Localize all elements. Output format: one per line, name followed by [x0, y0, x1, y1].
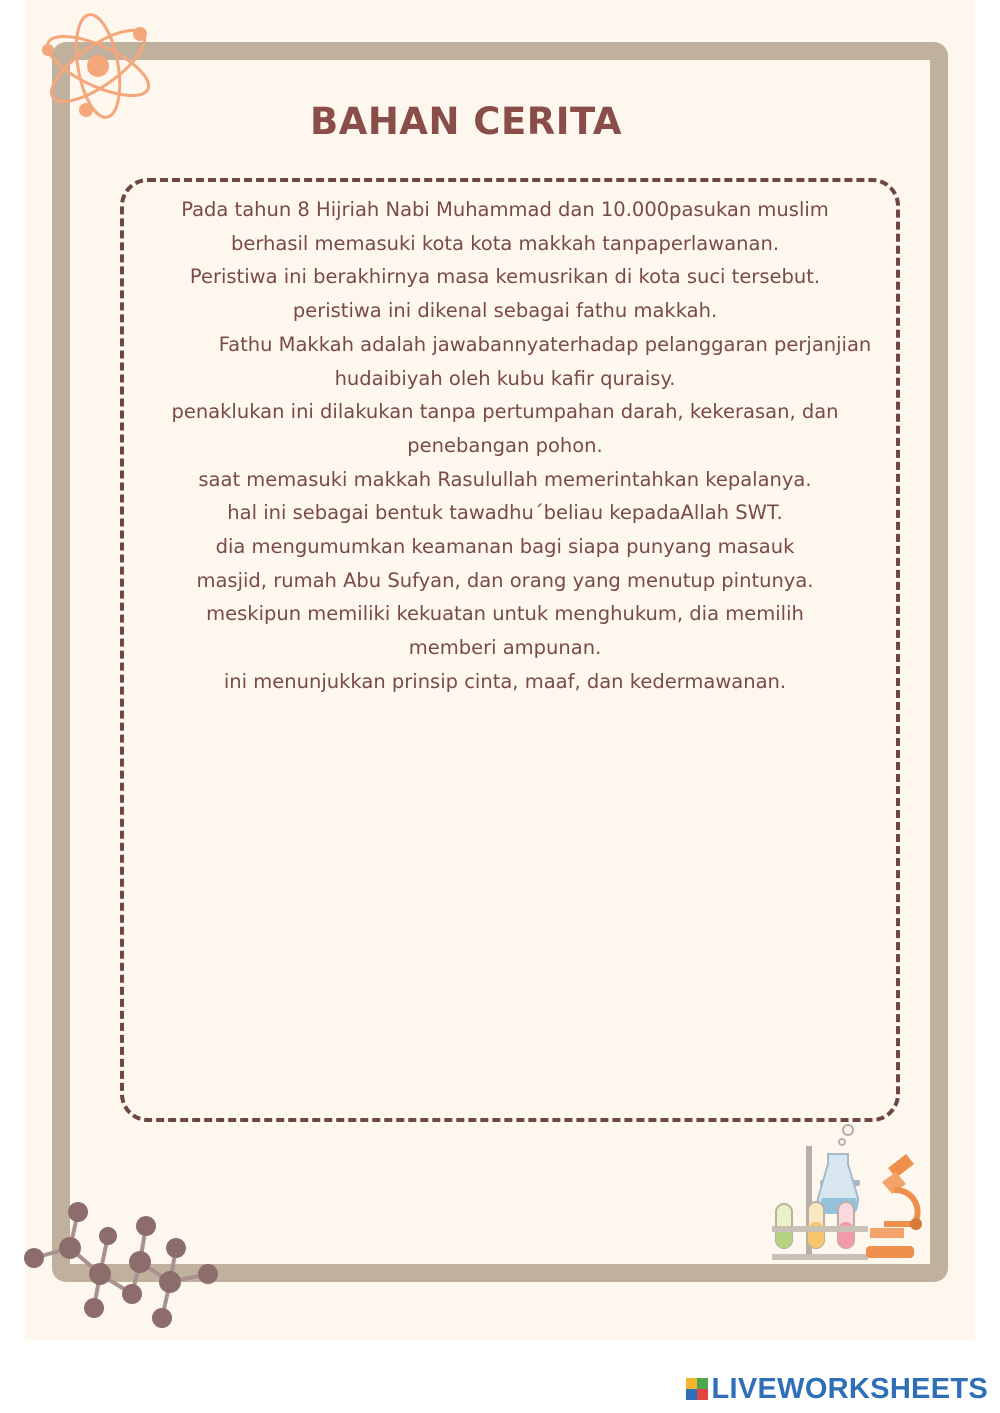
story-line: masjid, rumah Abu Sufyan, dan orang yang menutup pintunya. — [196, 568, 814, 592]
story-line: Peristiwa ini berakhirnya masa kemusrikan di kota suci tersebut. — [189, 265, 821, 289]
brand-name: LIVEWORKSHEETS — [711, 1372, 988, 1405]
story-line: peristiwa ini dikenal sebagai fathu makkah. — [292, 299, 718, 323]
story-line: Pada tahun 8 Hijriah Nabi Muhammad dan 10.000pasukan muslim — [181, 198, 829, 221]
story-line: berhasil memasuki kota kota makkah tanpaperlawanan. — [230, 231, 780, 255]
liveworksheets-logo — [686, 1372, 989, 1406]
story-line: ini menunjukkan prinsip cinta, maaf, dan kedermawanan. — [223, 669, 787, 693]
story-line: memberi ampunan. — [408, 636, 602, 660]
liveworksheets-logo-icon — [686, 1378, 708, 1400]
story-line: hudaibiyah oleh kubu kafir quraisy. — [334, 366, 676, 390]
atom-icon — [36, 10, 162, 122]
story-line: saat memasuki makkah Rasulullah memerintahkan kepalanya. — [198, 467, 812, 491]
molecule-icon — [22, 1196, 222, 1336]
story-line: Fathu Makkah adalah jawabannyaterhadap pelanggaran perjanjian — [218, 332, 872, 356]
story-line: penebangan pohon. — [407, 433, 603, 457]
story-line: hal ini sebagai bentuk tawadhu΄beliau kepadaAllah SWT. — [227, 501, 783, 525]
story-line: dia mengumumkan keamanan bagi siapa punyang masauk — [215, 535, 795, 559]
story-text — [105, 193, 905, 699]
story-line: meskipun memiliki kekuatan untuk menghukum, dia memilih — [206, 602, 804, 626]
lab-equipment-icon — [770, 1122, 930, 1264]
story-line: penaklukan ini dilakukan tanpa pertumpahan darah, kekerasan, dan — [171, 400, 839, 424]
page-title: BAHAN CERITA — [310, 100, 622, 143]
